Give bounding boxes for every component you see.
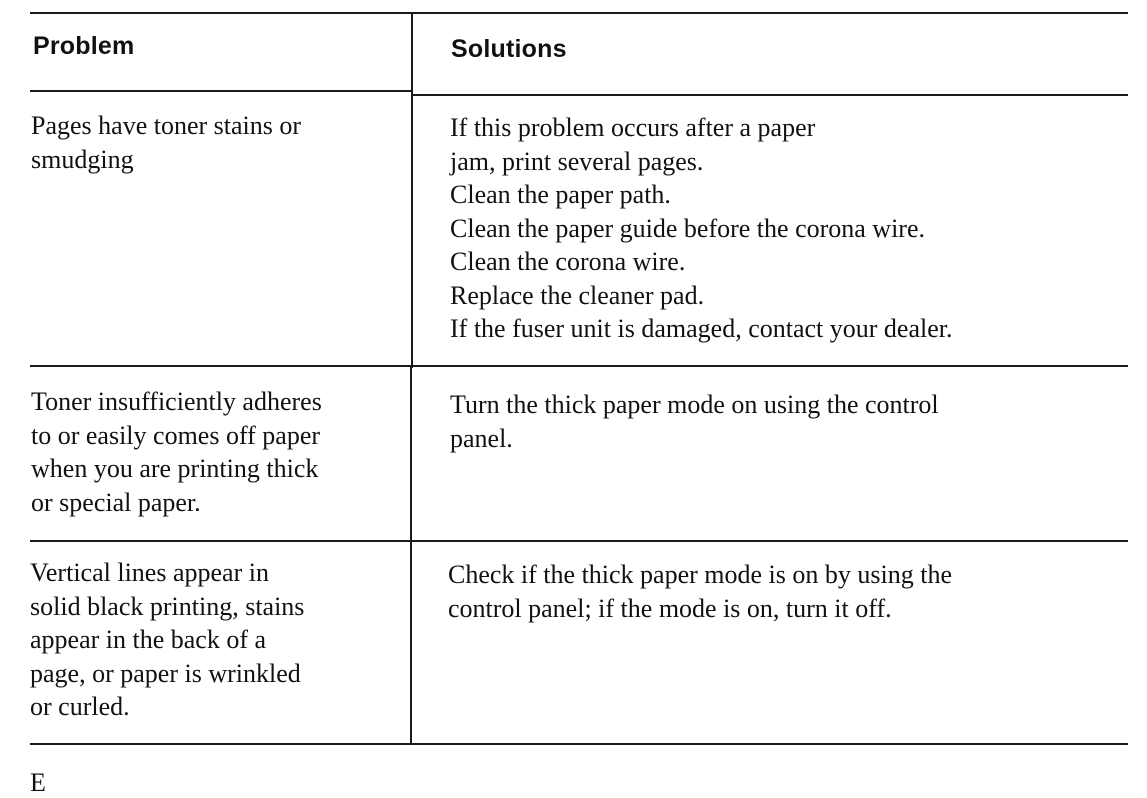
row3-problem-line: solid black printing, stains — [30, 591, 305, 621]
column-divider-top — [411, 12, 413, 368]
row3-problem-line: appear in the back of a — [30, 625, 267, 654]
table-top-rule — [30, 12, 1128, 14]
solutions-column-header: Solutions — [451, 35, 567, 63]
row2-problem-line: to or easily comes off paper — [31, 420, 321, 450]
row1-solution-line: Clean the paper path. — [450, 180, 671, 209]
row2-problem-line: or special paper. — [31, 487, 201, 517]
header-bottom-rule-left — [30, 90, 413, 92]
row1-bottom-rule — [30, 365, 1128, 367]
row3-problem-cell — [30, 556, 304, 724]
row1-solution-line: If the fuser unit is damaged, contact your dealer. — [450, 314, 953, 343]
row2-problem-line: when you are printing thick — [31, 454, 319, 483]
row1-solution-line: Clean the corona wire. — [450, 247, 686, 276]
table-bottom-rule — [30, 743, 1128, 745]
column-divider-bottom — [410, 367, 412, 744]
row2-solution-line: panel. — [450, 423, 513, 453]
row1-problem-line: smudging — [31, 144, 134, 174]
row1-solution-line: jam, print several pages. — [450, 146, 704, 176]
footer-text-fragment: E — [30, 768, 46, 797]
row3-solution-line: control panel; if the mode is on, turn it off. — [448, 593, 892, 623]
row3-solution-cell — [448, 558, 952, 625]
row1-problem-line: Pages have toner stains or — [31, 111, 302, 140]
problem-column-header: Problem — [33, 32, 135, 60]
row3-problem-line: page, or paper is wrinkled — [30, 658, 301, 688]
row2-solution-cell — [450, 388, 939, 455]
row3-problem-line: Vertical lines appear in — [30, 558, 269, 587]
header-bottom-rule-right — [413, 94, 1128, 96]
row1-solution-line: Replace the cleaner pad. — [450, 280, 705, 310]
row1-solution-line: Clean the paper guide before the corona wire. — [450, 213, 926, 243]
row1-problem-cell — [31, 109, 301, 176]
row2-problem-cell — [31, 385, 322, 519]
row3-solution-line: Check if the thick paper mode is on by using the — [448, 560, 953, 589]
row1-solution-cell — [450, 111, 952, 346]
row2-solution-line: Turn the thick paper mode on using the control — [450, 390, 939, 419]
row2-problem-line: Toner insufficiently adheres — [31, 387, 322, 416]
row1-solution-line: If this problem occurs after a paper — [450, 113, 816, 142]
row2-bottom-rule — [30, 540, 1128, 542]
row3-problem-line: or curled. — [30, 692, 130, 721]
